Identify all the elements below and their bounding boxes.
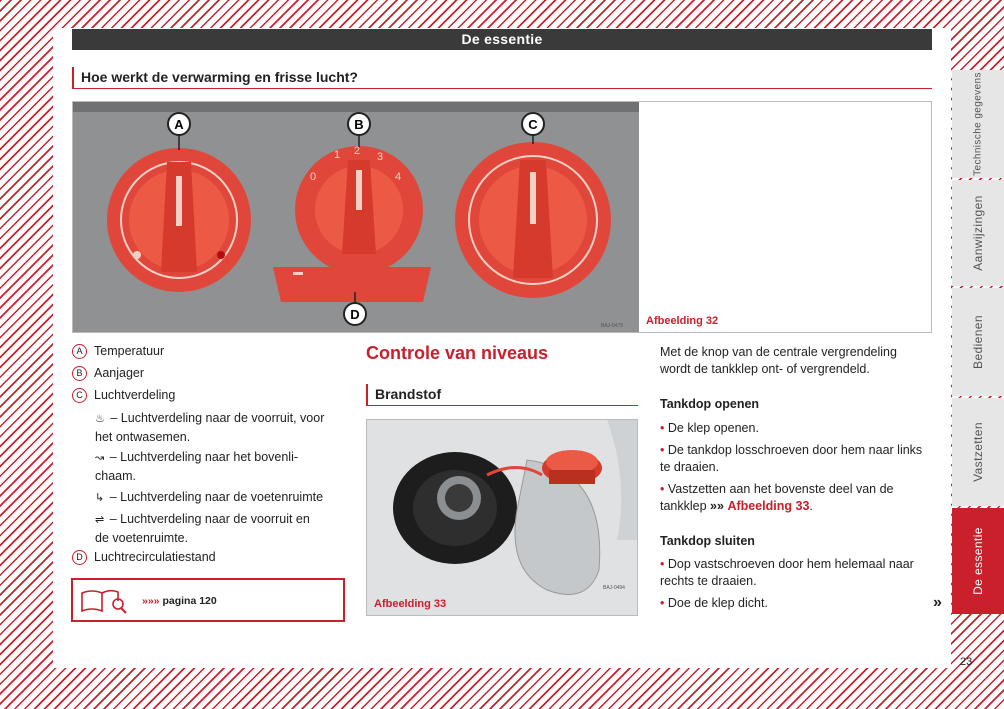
fan-speed-2: 2 [353,145,361,157]
open-step-2 [660,442,930,476]
tab-label: Technische gegevens [972,72,984,176]
page-number: 23 [960,656,973,668]
bullet: • [660,557,665,571]
legend-sub-upper-body [95,448,350,485]
tab-vastzetten[interactable] [952,398,1004,506]
heater-illustration [73,102,931,332]
figure32-caption: Afbeelding 32 [646,315,719,327]
tab-label: De essentie [971,527,985,595]
figure-heater-controls [72,101,932,333]
fan-speed-3: 3 [376,151,384,163]
knob-distribution [455,142,611,298]
bullet: • [660,421,665,435]
legend-text-a: Temperatuur [94,344,165,358]
subsection-title: Brandstof [366,384,638,406]
legend-sub-text: het ontwasemen. [95,430,191,444]
open-step-1 [660,420,930,437]
footwell-airflow-icon: ↳ [95,492,105,504]
bullet: • [660,596,665,610]
figure32-code: BAJ-0479 [601,323,623,329]
knob-temperature [107,148,251,292]
windscreen-icon: ♨ [95,413,105,425]
legend-item-d [72,549,216,566]
section-title: Controle van niveaus [366,343,549,363]
tab-technische-gegevens[interactable] [952,70,1004,178]
step-text: Doe de klep dicht. [667,596,768,610]
legend-item-c [72,387,175,404]
tab-de-essentie[interactable] [952,508,1004,614]
reference-arrows: »»» [142,595,160,607]
close-step-2 [660,595,930,612]
open-heading: Tankdop openen [660,397,760,411]
legend-sub-text: de voetenruimte. [95,531,189,545]
tab-aanwijzingen[interactable] [952,180,1004,286]
figure33-code: BAJ-0494 [603,585,625,591]
fuel-cap-illustration [367,420,637,615]
fan-speed-0: 0 [309,171,317,183]
reference-page: pagina 120 [162,595,217,607]
knob-label-b: B [354,117,364,132]
section-heading: Hoe werkt de verwarming en frisse lucht? [72,67,932,89]
fan-speed-1: 1 [333,149,341,161]
chapter-header: De essentie [72,29,932,50]
open-step-3: • Vastzetten aan het bovenste deel van de tankklep »» Afbeelding 33. [660,482,894,513]
knob-fan [295,146,423,274]
knob-label-c: C [528,117,538,132]
legend-item-b [72,365,144,382]
step-text: Vastzetten aan het bovenste deel van de tankklep [660,482,894,513]
legend-key-a: A [72,344,87,359]
knob-label-a: A [174,117,184,132]
bullet: • [660,482,665,496]
legend-sub-windscreen-footwell [95,510,350,547]
legend-key-d: D [72,550,87,565]
legend-sub-text: – Luchtverdeling naar het bovenli- [109,450,299,464]
legend-text-c: Luchtverdeling [94,388,176,402]
step-text: De klep openen. [667,421,759,435]
legend-sub-text: – Luchtverdeling naar de voorruit, voor [110,411,325,425]
link-arrows: »» [710,499,724,513]
step-text: De tankdop losschroeven door hem naar links te draaien. [660,443,923,474]
intro-paragraph: Met de knop van de centrale vergrendeling wordt de tankklep ont- of vergrendeld. [660,345,897,376]
book-icon [80,587,130,615]
tab-label: Bedienen [971,315,985,369]
figure-fuel-cap [366,419,638,616]
close-heading: Tankdop sluiten [660,534,755,548]
manual-reference-box [71,578,345,622]
manual-reference-link[interactable] [142,595,217,607]
fan-speed-4: 4 [394,171,402,183]
figure-link[interactable]: Afbeelding 33 [727,499,810,513]
upper-body-airflow-icon: ↝ [95,452,105,464]
close-step-1 [660,556,930,590]
legend-text-d: Luchtrecirculatiestand [94,550,216,564]
tab-label: Aanwijzingen [971,195,985,271]
tab-label: Vastzetten [971,422,985,482]
legend-key-b: B [72,366,87,381]
knob-label-d: D [350,307,360,322]
windscreen-footwell-icon: ⇌ [95,514,105,526]
tab-bedienen[interactable] [952,288,1004,396]
bullet: • [660,443,665,457]
legend-key-c: C [72,388,87,403]
legend-sub-text: chaam. [95,469,136,483]
legend-sub-footwell [95,488,350,507]
step-text: Dop vastschroeven door hem helemaal naar rechts te draaien. [660,557,914,588]
continue-marker: » [933,594,942,611]
figure33-caption: Afbeelding 33 [374,598,447,610]
legend-sub-text: – Luchtverdeling naar de voorruit en [109,512,310,526]
legend-text-b: Aanjager [94,366,145,380]
legend-sub-text: – Luchtverdeling naar de voetenruimte [109,490,324,504]
legend-item-a [72,343,164,360]
legend-sub-windscreen [95,409,350,446]
